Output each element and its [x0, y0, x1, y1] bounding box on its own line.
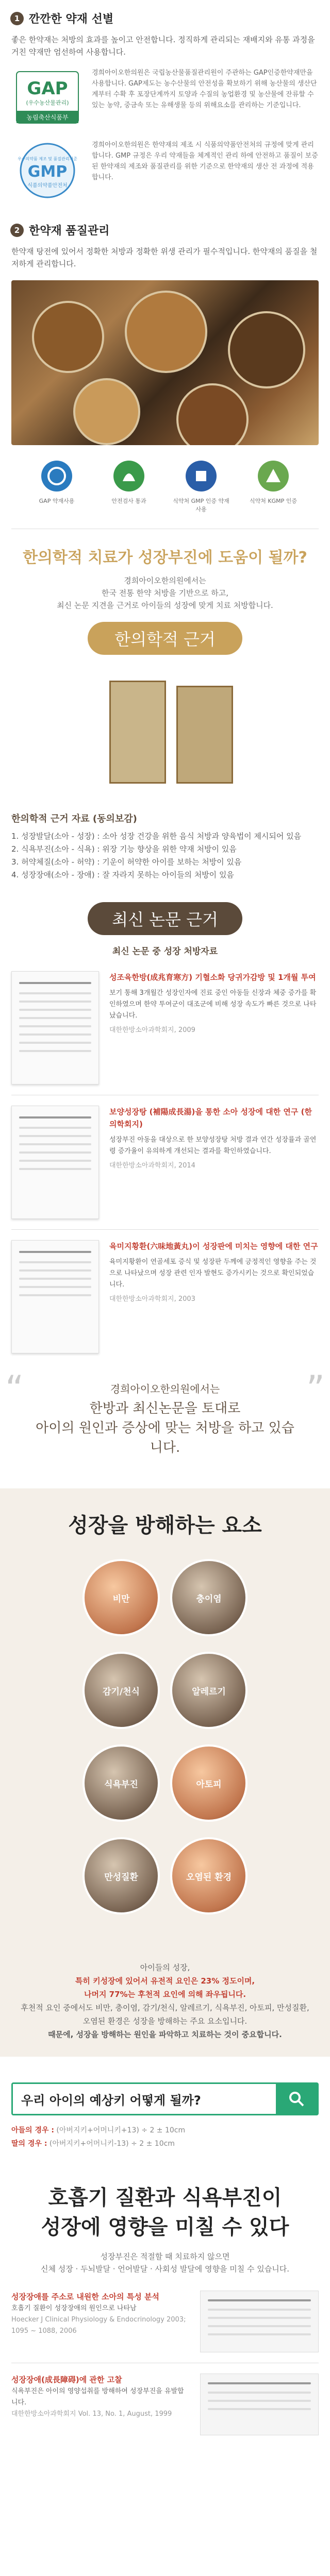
- paper-title: 성조육한방(成兆育寒方) 기혈소화 당귀가감방 및 1개월 투여: [109, 973, 316, 982]
- evidence-list-item: 1. 성장발달(소아 - 성장) : 소아 성장 건강을 위한 음식 처방과 양육법이 제시되어 있음: [11, 832, 302, 841]
- evidence-list-title: 한의학적 근거 자료 (동의보감): [11, 814, 137, 824]
- blockers-text-5: 때문에, 성장을 방해하는 원인을 파악하고 치료하는 것이 중요합니다.: [48, 2030, 282, 2039]
- note-text: 식욕부진은 아이의 영양섭취를 방해하여 성장부진을 유발합니다.: [11, 2387, 184, 2406]
- note-thumbnail: [200, 2374, 319, 2435]
- note-title: 성장장애를 주소로 내원한 소아의 특성 분석: [11, 2292, 159, 2301]
- section-lead: 한약재 탕전에 있어서 정확한 처방과 정확한 위생 관리가 필수적입니다. 한약재의 품질을 철저하게 관리합니다.: [11, 247, 318, 268]
- growth-blockers-section: [0, 1488, 330, 2057]
- mfds-logo-icon: [186, 461, 217, 492]
- quote-line-1: 경희아이오한의원에서는: [110, 1383, 220, 1395]
- gap-foot: 농림축산식품부: [26, 114, 69, 121]
- paper-cite: 대한한방소아과학회지, 2003: [109, 1295, 195, 1303]
- note-text: 호흡기 질환이 성장장애의 원인으로 나타남: [11, 2304, 137, 2312]
- logo-caption: 식약처 GMP 인증 약재 사용: [173, 498, 229, 513]
- dongui-bogam-book-image: [11, 665, 319, 799]
- evidence-list-item: 3. 허약체질(소아 - 허약) : 기운이 허약한 아이를 보하는 처방이 있음: [11, 857, 242, 867]
- sub-line-2: 한국 전통 한약 처방을 기반으로 하고,: [102, 588, 228, 598]
- respiratory-heading-2: 성장에 영향을 미칠 수 있다: [41, 2215, 289, 2239]
- result-son: [0, 2124, 330, 2137]
- result-daughter: [0, 2137, 330, 2150]
- sub-line-1: 경희아이오한의원에서는: [124, 576, 206, 585]
- paper-item: [0, 971, 330, 1084]
- daughter-formula: (아버지키+어머니키-13) ÷ 2 ± 10cm: [49, 2140, 175, 2148]
- paper-title: 육미지황환(六味地黃丸)이 성장판에 미치는 영향에 대한 연구: [109, 1242, 318, 1251]
- kgmp-logo-icon: [258, 461, 289, 492]
- herb-selection-section: [0, 0, 330, 201]
- respiratory-section: [0, 2150, 330, 2435]
- blockers-text-4: 후천적 요인 중에서도 비만, 충이염, 감기/천식, 알레르기, 식욕부진, 아토피, 만성질환, 오염된 환경은 성장을 방해하는 주요 요소입니다.: [21, 2003, 309, 2026]
- paper-cite: 대한한방소아과학회지, 2009: [109, 1026, 195, 1034]
- factor-atopy: 아토피: [170, 1744, 248, 1822]
- paper-title: 보양성장탕 (補陽成長湯)을 통한 소아 성장에 대한 연구 (한의학회지): [109, 1107, 312, 1129]
- blockers-text-2: [0, 1974, 330, 1988]
- section-number: 2: [10, 224, 24, 237]
- factor-allergy: 알레르기: [170, 1652, 248, 1729]
- paper-item: [0, 1106, 330, 1219]
- paper-evidence-pill: 최신 논문 근거: [88, 902, 242, 935]
- section-title: 깐깐한 약재 선별: [29, 13, 114, 26]
- section-title: 한약재 품질관리: [29, 225, 110, 238]
- study-note: [0, 2291, 330, 2352]
- height-predict-section: [0, 2057, 330, 2150]
- evidence-list-item: 4. 성장장애(소아 - 장애) : 잘 자라지 못하는 아이들의 처방이 있음: [11, 870, 234, 879]
- logo-gmp: [170, 461, 232, 513]
- height-search-box[interactable]: [11, 2082, 319, 2115]
- blockers-highlight-2: 나머지 77%는 후천적 요인에 의해 좌우됩니다.: [84, 1990, 246, 1999]
- gmp-foot: 식품의약품안전처: [27, 183, 68, 189]
- paper-thumbnail: [11, 971, 99, 1084]
- gmp-text: 경희아이오한의원은 한약재의 제조 시 식품의약품안전처의 규정에 맞게 관리합니다. GMP 규정은 우리 약재들을 체계적인 관리 하에 안전하고 품질이 보증된 한약재의 제조와 품질관리를 위한 기준으로 한약재의 생산 전 과정에 적용합니다.: [92, 141, 318, 181]
- gmp-row: [0, 140, 330, 201]
- oriental-evidence-pill: 한의학적 근거: [88, 622, 242, 655]
- quote-block: [0, 1368, 330, 1458]
- gmp-kr: 우수의약품 제조 및 품질관리기준: [18, 157, 77, 161]
- section-number: 1: [10, 12, 24, 25]
- paper-heading: 최신 논문 중 성장 처방자료: [112, 946, 218, 957]
- section-lead: 좋은 한약재는 처방의 효과를 높이고 안전합니다. 정직하게 관리되는 재배지와 유통 과정을 거친 약재만 엄선하여 사용합니다.: [11, 35, 315, 57]
- logo-gap: [26, 461, 88, 513]
- paper-thumbnail: [11, 1240, 99, 1353]
- logo-caption: 식약처 KGMP 인증: [250, 498, 297, 504]
- note-thumbnail: [200, 2291, 319, 2352]
- gmp-big: GMP: [27, 163, 68, 181]
- quote-line-3: 아이의 원인과 증상에 맞는 처방을 하고 있습니다.: [36, 1420, 294, 1455]
- blockers-text-3: [0, 1988, 330, 2001]
- logo-caption: GAP 약재사용: [39, 498, 75, 504]
- logo-kgmp: [242, 461, 304, 513]
- divider: [11, 1229, 319, 1230]
- blockers-highlight-1: 특히 키성장에 있어서 유전적 요인은 23% 정도이며,: [75, 1976, 255, 1986]
- note-cite: 대한한방소아과학회지 Vol. 13, No. 1, August, 1999: [11, 2410, 172, 2418]
- gap-text: 경희아이오한의원은 국립농산물품질관리원이 주관하는 GAP인증한약재만을 사용합니다. GAP제도는 농수산물의 안전성을 확보하기 위해 농산물의 생산단계부터 수확 후 포장단계까지 토양과 수질의 농업환경 및 농산물에 잔류할 수 있는 농약, 중금속 또는 유해생물 등의 위해요소를 관리하는 기준입니다.: [92, 69, 317, 109]
- open-quote-icon: “: [5, 1368, 24, 1410]
- gap-sub: (우수농산물관리): [26, 99, 69, 106]
- gap-big: GAP: [27, 78, 68, 99]
- son-label: 아들의 경우 :: [11, 2126, 54, 2134]
- gap-row: [0, 67, 330, 129]
- certification-logos: [0, 445, 330, 518]
- section-header: [0, 10, 330, 26]
- respiratory-heading-1: 호흡기 질환과 식욕부진이: [48, 2186, 282, 2210]
- gmp-badge: [11, 140, 84, 201]
- gap-badge: [11, 67, 84, 129]
- paper-cite: 대한한방소아과학회지, 2014: [109, 1162, 195, 1170]
- evidence-list: [0, 830, 330, 882]
- factor-appetite: 식욕부진: [82, 1744, 160, 1822]
- study-note: [0, 2374, 330, 2435]
- leaf-logo-icon: [113, 461, 144, 492]
- paper-text: 성장부진 아동을 대상으로 한 보양성장탕 처방 결과 연간 성장률과 골연령 증가율이 유의하게 개선되는 결과를 확인하였습니다.: [109, 1136, 317, 1155]
- logo-caption: 안전검사 통과: [111, 498, 146, 504]
- factor-otitis: 충이염: [170, 1559, 248, 1636]
- quote-line-2: 한방과 최신논문을 토대로: [89, 1401, 241, 1416]
- paper-item: [0, 1240, 330, 1353]
- evidence-section: [0, 529, 330, 1458]
- factor-chronic: 만성질환: [82, 1837, 160, 1914]
- blockers-text-1: 아이들의 성장,: [140, 1963, 190, 1972]
- herbs-photo: [11, 280, 319, 445]
- height-search-input[interactable]: [13, 2084, 276, 2114]
- sub-line-3: 최신 논문 지견을 근거로 아이들의 성장에 맞게 치료 처방합니다.: [57, 601, 273, 610]
- daughter-label: 딸의 경우 :: [11, 2140, 47, 2148]
- question-heading: 한의학적 치료가 성장부진에 도움이 될까?: [23, 549, 307, 567]
- factor-environment: 오염된 환경: [170, 1837, 248, 1914]
- logo-safety: [98, 461, 160, 513]
- gap-logo-icon: [41, 461, 72, 492]
- factor-cold-asthma: 감기/천식: [82, 1652, 160, 1729]
- paper-thumbnail: [11, 1106, 99, 1219]
- blockers-circles: [0, 1538, 330, 1961]
- search-icon: [288, 2090, 305, 2108]
- note-title: 성장장애(成長障碍)에 관한 고찰: [11, 2375, 122, 2384]
- blockers-heading: 성장을 방해하는 요소: [68, 1514, 262, 1537]
- son-formula: (아버지키+어머니키+13) ÷ 2 ± 10cm: [56, 2126, 186, 2134]
- note-cite: Hoecker J Clinical Physiology & Endocrinology 2003; 1095 ~ 1088, 2006: [11, 2316, 186, 2335]
- respiratory-lead-2: 신체 성장 · 두뇌발달 · 언어발달 · 사회성 발달에 영향을 미칠 수 있습니다.: [40, 2264, 289, 2274]
- paper-text: 육미지황환이 연골세포 증식 및 성장판 두께에 긍정적인 영향을 주는 것으로 나타났으며 성장 관련 인자 발현도 증가시키는 것으로 확인되었습니다.: [109, 1258, 317, 1289]
- search-button[interactable]: [276, 2084, 317, 2114]
- factor-obesity: 비만: [82, 1559, 160, 1636]
- quality-section: [0, 201, 330, 518]
- paper-text: 보기 통해 3개월간 성장인자에 진료 중인 아동들 신장과 체중 증가를 확인하였으며 한약 투여군이 대조군에 비해 성장 속도가 빠른 것으로 나타났습니다.: [109, 989, 317, 1020]
- section-header: [0, 222, 330, 238]
- respiratory-lead-1: 성장부진은 적절할 때 치료하지 않으면: [100, 2252, 230, 2261]
- close-quote-icon: ”: [306, 1368, 325, 1410]
- evidence-list-item: 2. 식욕부진(소아 - 식욕) : 위장 기능 향상을 위한 약재 처방이 있음: [11, 844, 237, 854]
